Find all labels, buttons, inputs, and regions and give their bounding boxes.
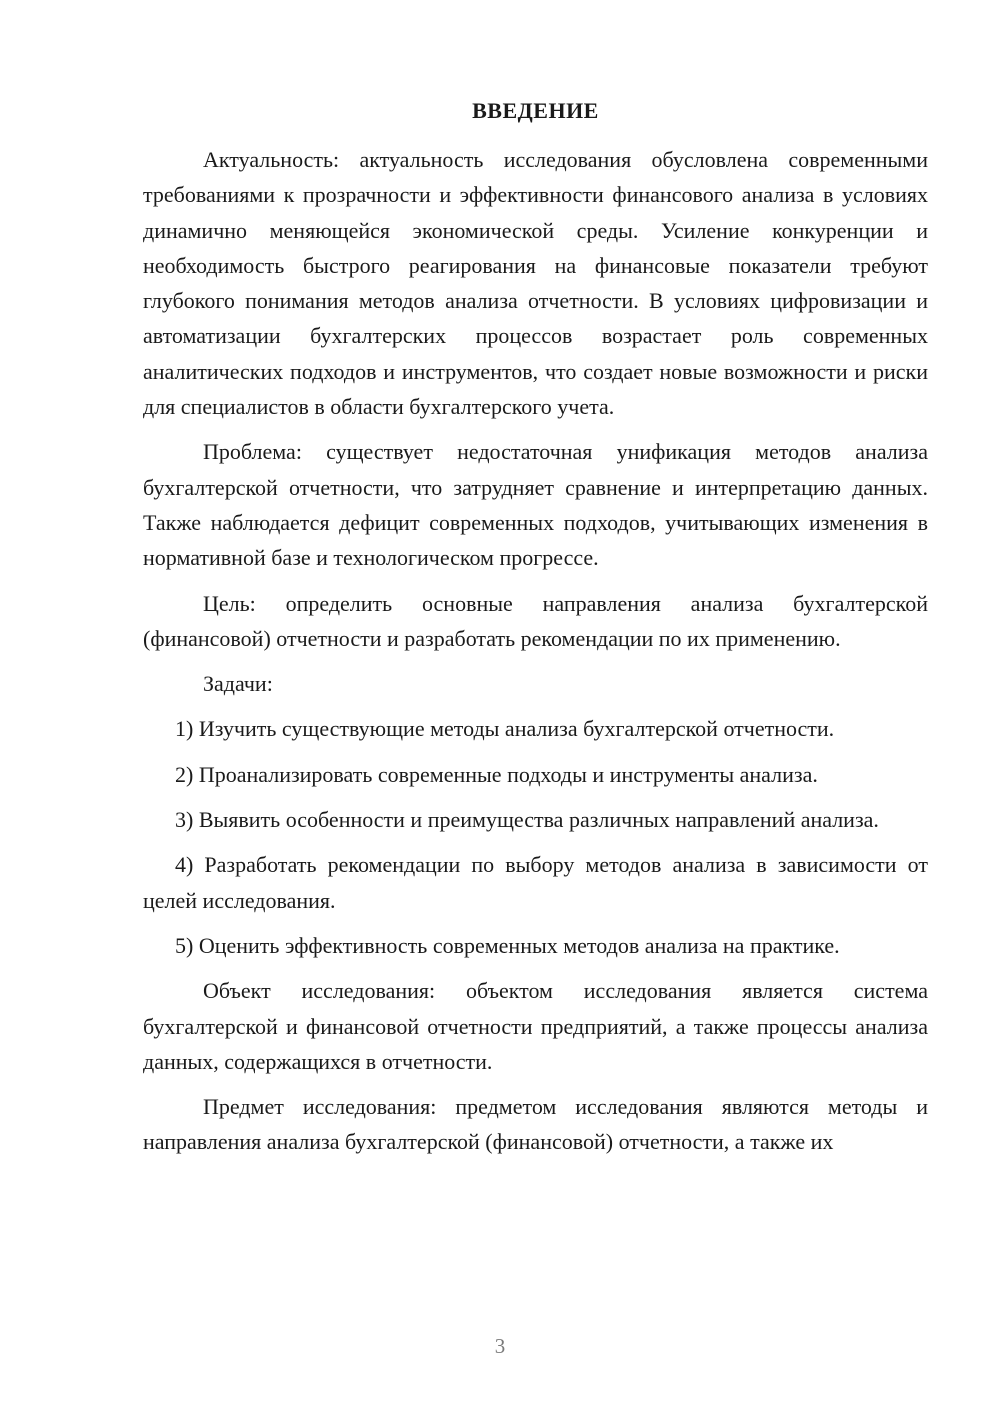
tasks-heading: Задачи: [203, 671, 273, 697]
task-item-2: 2) Проанализировать современные подходы и инструменты анализа. [175, 761, 818, 787]
goal-paragraph: Цель: определить основные направления анализа бухгалтерской (финансовой) отчетности и разработать рекомендации по их применению. [143, 590, 928, 651]
task-item-4: 4) Разработать рекомендации по выбору методов анализа в зависимости от целей исследования. [143, 852, 928, 913]
page-number: 3 [494, 1334, 506, 1358]
subject-paragraph: Предмет исследования: предметом исследования являются методы и направления анализа бухгалтерской (финансовой) отчетности, а также их [143, 1094, 928, 1155]
problem-paragraph: Проблема: существует недостаточная унификация методов анализа бухгалтерской отчетности, что затрудняет сравнение и интерпретацию данных. Также наблюдается дефицит современных подходов, учитывающих изменения в нормативной базе и технологическом прогрессе. [143, 439, 928, 571]
relevance-paragraph: Актуальность: актуальность исследования обусловлена современными требованиями к прозрачности и эффективности финансового анализа в условиях динамично меняющейся экономической среды. Усиление конкуренции и необходимость быстрого реагирования на финансовые показатели требуют глубокого понимания методов анализа отчетности. В условиях цифровизации и автоматизации бухгалтерских процессов возрастает роль современных аналитических подходов и инструментов, что создает новые возможности и риски для специалистов в области бухгалтерского учета. [143, 147, 928, 420]
task-item-5: 5) Оценить эффективность современных методов анализа на практике. [175, 932, 840, 958]
task-item-3: 3) Выявить особенности и преимущества различных направлений анализа. [175, 807, 879, 833]
document-body [143, 98, 928, 1170]
task-item-1: 1) Изучить существующие методы анализа бухгалтерской отчетности. [175, 716, 835, 742]
section-title: ВВЕДЕНИЕ [472, 98, 599, 123]
object-paragraph: Объект исследования: объектом исследования является система бухгалтерской и финансовой отчетности предприятий, а также процессы анализа данных, содержащихся в отчетности. [143, 978, 928, 1074]
